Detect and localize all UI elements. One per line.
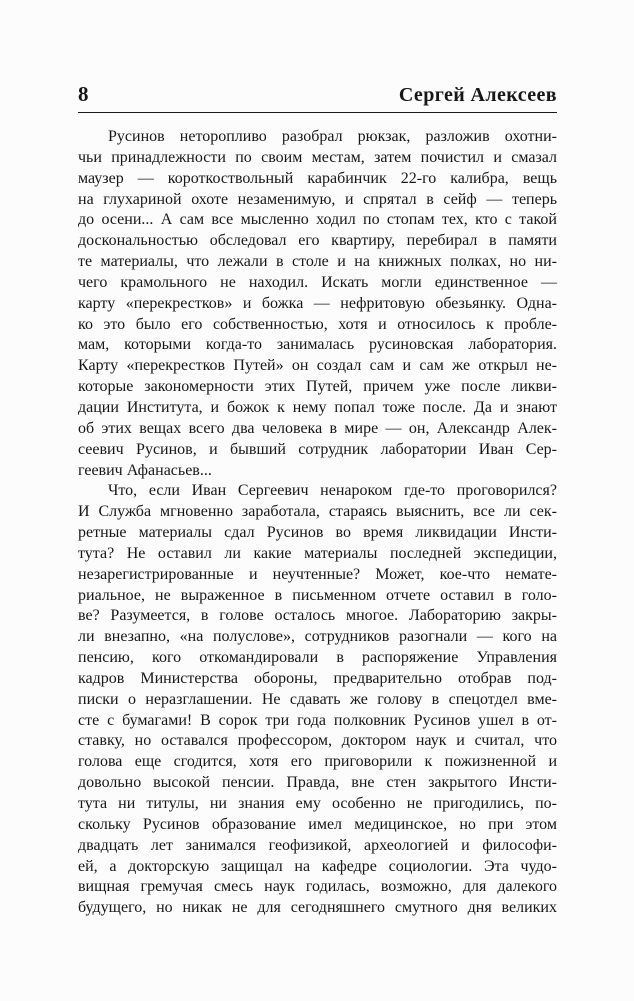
text-line: довольно высокой пенсии. Правда, вне стен закрытого Инсти-	[78, 774, 557, 792]
text-line: И Служба мгновенно заработала, стараясь выяснить, все ли сек-	[78, 503, 557, 521]
paragraph-2	[78, 481, 557, 919]
text-line: голова еще сгодится, хотя его приговорили к пожизненной и	[78, 753, 557, 771]
text-line: вищная гремучая смесь наук годилась, возможно, для далекого	[78, 878, 557, 896]
paragraph-1	[78, 127, 557, 481]
text-line: кадров Министерства обороны, предварительно отобрав под-	[78, 669, 557, 687]
text-line: сеевич Русинов, и бывший сотрудник лаборатории Иван Сер-	[78, 440, 557, 458]
text-block	[78, 127, 557, 919]
text-line: риальное, не выраженное в письменном отчете оставил в голо-	[78, 586, 557, 604]
text-line: незарегистрированные и неучтенные? Может, кое-что немате-	[78, 565, 557, 583]
text-line: ве? Разумеется, в голове осталось многое. Лабораторию закры-	[78, 607, 557, 625]
text-line: ей, а докторскую защищал на кафедре социологии. Эта чудо-	[78, 857, 557, 875]
text-line: чего крамольного не находил. Искать могли единственное —	[78, 273, 557, 291]
text-line: те материалы, что лежали в столе и на книжных полках, но ни-	[78, 253, 557, 271]
text-line: мам, которыми когда-то занималась русиновская лаборатория.	[78, 336, 557, 354]
text-line: Что, если Иван Сергеевич ненароком где-то проговорился?	[108, 482, 557, 500]
text-line: доскональностью обследовал его квартиру, перебирал в памяти	[78, 232, 557, 250]
text-line: ретные материалы сдал Русинов во время ликвидации Инсти-	[78, 524, 557, 542]
text-line: писки о неразглашении. Не сдавать же голову в спецотдел вме-	[78, 690, 557, 708]
text-line: дации Института, и божок к нему попал тоже после. Да и знают	[78, 398, 557, 416]
text-line: на глухариной охоте незаменимую, и спрятал в сейф — теперь	[78, 190, 557, 208]
text-line: до осени... А сам все мысленно ходил по стопам тех, кто с такой	[78, 211, 557, 229]
text-line: карту «перекрестков» и божка — нефритовую обезьянку. Одна-	[78, 294, 557, 312]
text-line: сте с бумагами! В сорок три года полковник Русинов ушел в от-	[78, 711, 557, 729]
text-line: Русинов неторопливо разобрал рюкзак, разложив охотни-	[108, 128, 557, 145]
text-line: пенсию, кого откомандировали в распоряжение Управления	[78, 649, 557, 667]
text-line: ставку, но оставался профессором, доктором наук и считал, что	[78, 732, 557, 750]
text-line: которые закономерности этих Путей, причем уже после ликви-	[78, 378, 557, 396]
text-line: ли внезапно, «на полуслове», сотрудников разогнали — кого на	[78, 628, 557, 646]
text-line: двадцать лет занимался геофизикой, археологией и философи-	[78, 836, 557, 854]
text-line: геевич Афанасьев...	[78, 461, 212, 479]
text-line: об этих вещах всего два человека в мире — он, Александр Алек-	[78, 419, 557, 437]
text-line: будущего, но никак не для сегодняшнего смутного дня великих	[78, 899, 557, 917]
text-line: скольку Русинов образование имел медицинское, но при этом	[78, 815, 557, 833]
text-line: чьи принадлежности по своим местам, затем почистил и смазал	[78, 148, 557, 166]
page-header	[78, 76, 557, 113]
page-number: 8	[78, 82, 89, 106]
running-title: Сергей Алексеев	[398, 84, 557, 106]
text-line: Карту «перекрестков Путей» он создал сам и сам же открыл не-	[78, 357, 557, 375]
text-line: тута ни титулы, ни знания ему особенно не пригодились, по-	[78, 795, 557, 812]
text-line: маузер — короткоствольный карабинчик 22-го калибра, вещь	[78, 169, 557, 187]
text-line: тута? Не оставил ли какие материалы последней экспедиции,	[78, 544, 557, 562]
text-line: ко это было его собственностью, хотя и относилось к пробле-	[78, 315, 557, 333]
